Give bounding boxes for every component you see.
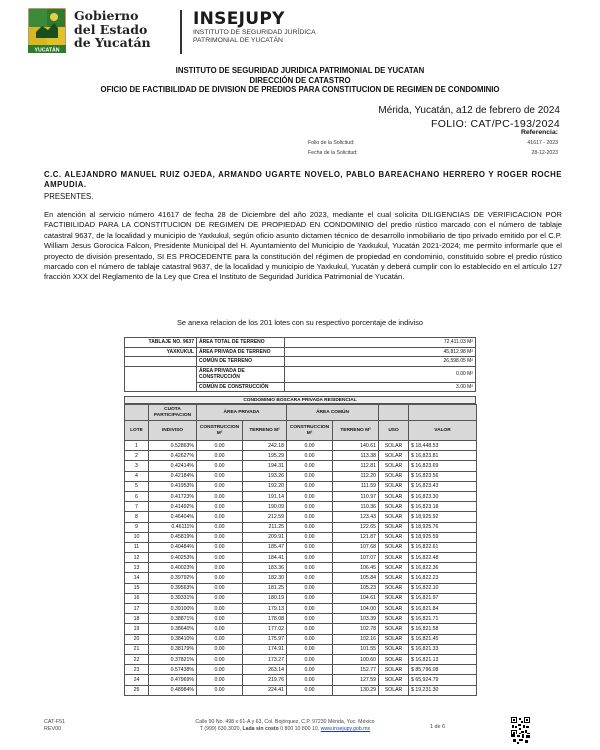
lot-construccion-privada: 0.00: [197, 583, 243, 593]
table-row: [125, 461, 477, 471]
lot-number: 2: [125, 451, 149, 461]
summary-row: [125, 357, 476, 367]
folio-solicitud-label: Folio de la Solicitud:: [308, 140, 355, 146]
lot-terreno-privado: 219.76: [243, 675, 287, 685]
lot-terreno-privado: 212.59: [243, 512, 287, 522]
table-row: [125, 614, 477, 624]
footer-address: Calle 90 No. 498 x 61-A y 63, Col. Bojórquez, C.P. 97230 Mérida, Yuc. México: [195, 719, 375, 725]
lot-terreno-privado: 263.14: [243, 665, 287, 675]
lot-uso: SOLAR: [379, 644, 409, 654]
lot-construccion-comun: 0.00: [287, 471, 333, 481]
lot-terreno-comun: 100.60: [333, 654, 379, 664]
table-row: [125, 502, 477, 512]
lot-uso: SOLAR: [379, 461, 409, 471]
yucatan-seal-icon: [28, 8, 66, 54]
brand-subtitle-1: INSTITUTO DE SEGURIDAD JURÍDICA: [193, 29, 316, 36]
lot-construccion-privada: 0.00: [197, 593, 243, 603]
lot-uso: SOLAR: [379, 563, 409, 573]
body-paragraph: En atención al servicio número 41617 de fecha 28 de Diciembre del año 2023, mediante el cual solicita DILIGENCIAS DE VERIFICACION POR FACTIBILIDAD PARA LA CONSTITUCION DE REGIMEN DE PROPIEDAD EN CONDOMINIO del predio rústico marcado con el número de tablaje catastral 9637, de la localidad y municipio de Yaxkukul, según oficio asunto dictamen técnico de desarrollo inmobiliario de tipo privado emitido por el C.P. William Jesus Gorocica Falcon, Presidente Municipal del H. Ayuntamiento del Municipio de Yaxkukul, Yucatán 2021-2024; me permito informarle que el proyecto de división presentado, SI ES PROCEDENTE para la constitución del régimen de propiedad en condominio, constituido sobre el predio rústico marcado con el número de tablaje catastral 9637, de la localidad y municipio de Yaxkukul, Yucatán y deberá cumplir con lo establecido en el artículo 127 fracción XXX del Reglamento de la Ley que Crea el Instituto de Seguridad Jurídica Patrimonial de Yucatán.: [44, 210, 562, 282]
lot-terreno-privado: 242.18: [243, 441, 287, 451]
summary-row: [125, 366, 476, 382]
summary-name: ÁREA PRIVADA DE TERRENO: [197, 347, 285, 357]
lot-uso: SOLAR: [379, 522, 409, 532]
brand-title: INSEJUPY: [193, 9, 285, 29]
lot-number: 6: [125, 491, 149, 501]
table-row: [125, 512, 477, 522]
lot-construccion-privada: 0.00: [197, 481, 243, 491]
lot-number: 24: [125, 675, 149, 685]
lot-indiviso: 0.57438%: [149, 665, 197, 675]
lot-construccion-privada: 0.00: [197, 451, 243, 461]
lot-terreno-comun: 104.00: [333, 604, 379, 614]
lot-valor: $ 16,823.30: [409, 491, 477, 501]
lot-indiviso: 0.38871%: [149, 614, 197, 624]
place-date: Mérida, Yucatán, a12 de febrero de 2024: [378, 105, 560, 116]
footer-website-link[interactable]: www.insejupy.gob.mx: [320, 726, 371, 732]
lot-valor: $ 16,821.84: [409, 604, 477, 614]
lot-terreno-comun: 130.29: [333, 685, 379, 695]
fecha-solicitud-label: Fecha de la Solicitud:: [308, 150, 358, 156]
gov-line-1: Gobierno: [74, 8, 139, 23]
lot-uso: SOLAR: [379, 553, 409, 563]
lot-number: 11: [125, 542, 149, 552]
lot-uso: SOLAR: [379, 624, 409, 634]
reference-label: Referencia:: [520, 129, 558, 136]
lot-number: 21: [125, 644, 149, 654]
title-line-2: DIRECCIÓN DE CATASTRO: [249, 75, 351, 85]
lot-construccion-comun: 0.00: [287, 675, 333, 685]
table-row: [125, 573, 477, 583]
lot-indiviso: 0.41723%: [149, 491, 197, 501]
lot-construccion-privada: 0.00: [197, 441, 243, 451]
lot-number: 7: [125, 502, 149, 512]
lot-number: 1: [125, 441, 149, 451]
lot-terreno-comun: 127.59: [333, 675, 379, 685]
table-row: [125, 441, 477, 451]
lot-number: 15: [125, 583, 149, 593]
form-code: [44, 719, 65, 733]
lot-terreno-privado: 209.91: [243, 532, 287, 542]
col-indiviso: INDIVISO: [149, 421, 197, 441]
lot-uso: SOLAR: [379, 634, 409, 644]
table-row: [125, 522, 477, 532]
lot-indiviso: 0.52863%: [149, 441, 197, 451]
lot-indiviso: 0.39331%: [149, 593, 197, 603]
lot-construccion-comun: 0.00: [287, 522, 333, 532]
qr-code-2-icon: [511, 734, 530, 744]
lot-valor: $ 19,231.30: [409, 685, 477, 695]
lot-terreno-comun: 121.87: [333, 532, 379, 542]
recipients: C.C. ALEJANDRO MANUEL RUIZ OJEDA, ARMANDO UGARTE NOVELO, PABLO BAREACHANO HERRERO Y ROGER ROCHE AMPUDIA.: [44, 170, 562, 190]
lot-valor: $ 16,823.18: [409, 502, 477, 512]
lot-indiviso: 0.40023%: [149, 563, 197, 573]
lot-construccion-comun: 0.00: [287, 563, 333, 573]
lot-construccion-privada: 0.00: [197, 685, 243, 695]
table-row: [125, 491, 477, 501]
lot-terreno-privado: 183.36: [243, 563, 287, 573]
lot-indiviso: 0.40484%: [149, 542, 197, 552]
lot-valor: $ 65,924.79: [409, 675, 477, 685]
lot-uso: SOLAR: [379, 604, 409, 614]
lot-construccion-privada: 0.00: [197, 654, 243, 664]
lot-indiviso: 0.41492%: [149, 502, 197, 512]
table-row: [125, 634, 477, 644]
lot-valor: $ 16,822.61: [409, 542, 477, 552]
col-lote: LOTE: [125, 421, 149, 441]
lot-construccion-privada: 0.00: [197, 471, 243, 481]
lot-uso: SOLAR: [379, 532, 409, 542]
lot-indiviso: 0.46404%: [149, 512, 197, 522]
lot-number: 5: [125, 481, 149, 491]
lot-uso: SOLAR: [379, 512, 409, 522]
title-line-1: INSTITUTO DE SEGURIDAD JURIDICA PATRIMONIAL DE YUCATAN: [175, 66, 425, 75]
summary-table: [124, 337, 476, 392]
lot-construccion-comun: 0.00: [287, 512, 333, 522]
lot-construccion-comun: 0.00: [287, 644, 333, 654]
folio: FOLIO: CAT/PC-193/2024: [431, 118, 560, 130]
lot-uso: SOLAR: [379, 654, 409, 664]
lot-valor: $ 18,925.59: [409, 532, 477, 542]
lot-construccion-privada: 0.00: [197, 542, 243, 552]
annex-note: Se anexa relacion de los 201 lotes con su respectivo porcentaje de indiviso: [176, 318, 424, 327]
lot-construccion-privada: 0.00: [197, 644, 243, 654]
tablaje-label: TABLAJE NO. 9637: [125, 338, 197, 348]
lot-terreno-comun: 112.20: [333, 471, 379, 481]
lot-number: 8: [125, 512, 149, 522]
footer-contact: [150, 719, 420, 733]
lot-construccion-privada: 0.00: [197, 634, 243, 644]
lot-terreno-comun: 105.23: [333, 583, 379, 593]
lot-terreno-privado: 178.08: [243, 614, 287, 624]
lot-terreno-privado: 173.27: [243, 654, 287, 664]
lot-construccion-comun: 0.00: [287, 604, 333, 614]
lot-valor: $ 16,821.71: [409, 614, 477, 624]
table-row: [125, 563, 477, 573]
lot-indiviso: 0.38640%: [149, 624, 197, 634]
lot-uso: SOLAR: [379, 471, 409, 481]
gov-line-2: del Estado: [74, 21, 148, 37]
lot-valor: $ 16,821.58: [409, 624, 477, 634]
summary-value: 45,812.98 M²: [285, 347, 476, 357]
lot-uso: SOLAR: [379, 441, 409, 451]
footer-phone-rest: 0 800 10 800 10,: [280, 726, 320, 732]
lot-construccion-comun: 0.00: [287, 461, 333, 471]
lot-construccion-comun: 0.00: [287, 542, 333, 552]
lot-indiviso: 0.39100%: [149, 604, 197, 614]
lot-construccion-privada: 0.00: [197, 512, 243, 522]
lot-uso: SOLAR: [379, 502, 409, 512]
lot-number: 22: [125, 654, 149, 664]
lot-indiviso: 0.41953%: [149, 481, 197, 491]
lot-indiviso: 0.46111%: [149, 522, 197, 532]
lot-number: 14: [125, 573, 149, 583]
lot-indiviso: 0.39563%: [149, 583, 197, 593]
lot-terreno-comun: 140.61: [333, 441, 379, 451]
table-row: [125, 604, 477, 614]
lot-construccion-privada: 0.00: [197, 553, 243, 563]
table-row: [125, 542, 477, 552]
lot-terreno-privado: 181.25: [243, 583, 287, 593]
lot-number: 3: [125, 461, 149, 471]
lot-construccion-privada: 0.00: [197, 522, 243, 532]
table-row: [125, 451, 477, 461]
lot-construccion-comun: 0.00: [287, 441, 333, 451]
table-row: [125, 624, 477, 634]
lot-construccion-comun: 0.00: [287, 451, 333, 461]
lot-construccion-comun: 0.00: [287, 532, 333, 542]
form-code-1: CAT-F51: [44, 719, 66, 725]
col-construccion-privada: CONSTRUCCION M²: [197, 421, 243, 441]
lot-terreno-comun: 122.65: [333, 522, 379, 532]
lot-terreno-comun: 104.61: [333, 593, 379, 603]
lot-uso: SOLAR: [379, 583, 409, 593]
lot-construccion-privada: 0.00: [197, 624, 243, 634]
lot-indiviso: 0.40253%: [149, 553, 197, 563]
lot-construccion-privada: 0.00: [197, 563, 243, 573]
lot-construccion-comun: 0.00: [287, 614, 333, 624]
lot-uso: SOLAR: [379, 542, 409, 552]
lot-terreno-comun: 112.81: [333, 461, 379, 471]
lot-terreno-comun: 152.77: [333, 665, 379, 675]
lot-uso: SOLAR: [379, 675, 409, 685]
lot-construccion-comun: 0.00: [287, 654, 333, 664]
lot-terreno-privado: 190.09: [243, 502, 287, 512]
seal-label: YUCATÁN: [34, 47, 60, 54]
lot-terreno-privado: 192.20: [243, 481, 287, 491]
lot-indiviso: 0.38410%: [149, 634, 197, 644]
lot-construccion-privada: 0.00: [197, 675, 243, 685]
lot-number: 10: [125, 532, 149, 542]
table-row: [125, 685, 477, 695]
col-terreno-comun: TERRENO M²: [333, 421, 379, 441]
lot-uso: SOLAR: [379, 451, 409, 461]
summary-value: 72,411.03 M²: [285, 338, 476, 348]
lot-indiviso: 0.42184%: [149, 471, 197, 481]
summary-name: COMÚN DE CONSTRUCCIÓN: [197, 382, 285, 392]
lot-terreno-privado: 193.26: [243, 471, 287, 481]
lot-terreno-privado: 177.02: [243, 624, 287, 634]
col-area-privada: ÁREA PRIVADA: [197, 405, 287, 421]
table-row: [125, 553, 477, 563]
lot-uso: SOLAR: [379, 573, 409, 583]
lot-terreno-comun: 105.84: [333, 573, 379, 583]
lot-valor: $ 16,822.36: [409, 563, 477, 573]
col-construccion-comun: CONSTRUCCION M²: [287, 421, 333, 441]
lot-uso: SOLAR: [379, 491, 409, 501]
lot-number: 16: [125, 593, 149, 603]
lot-terreno-privado: 182.30: [243, 573, 287, 583]
lot-uso: SOLAR: [379, 614, 409, 624]
table-row: [125, 593, 477, 603]
presentes: PRESENTES.: [44, 192, 94, 201]
lot-terreno-comun: 111.59: [333, 481, 379, 491]
lot-construccion-comun: 0.00: [287, 553, 333, 563]
lot-construccion-comun: 0.00: [287, 593, 333, 603]
lot-terreno-privado: 175.97: [243, 634, 287, 644]
gov-line-3: de Yucatán: [74, 35, 151, 50]
lot-uso: SOLAR: [379, 665, 409, 675]
lot-uso: SOLAR: [379, 685, 409, 695]
summary-name: ÁREA TOTAL DE TERRENO: [197, 338, 285, 348]
lot-valor: $ 16,823.43: [409, 481, 477, 491]
lot-terreno-privado: 194.31: [243, 461, 287, 471]
lot-construccion-comun: 0.00: [287, 634, 333, 644]
lot-number: 20: [125, 634, 149, 644]
lot-number: 12: [125, 553, 149, 563]
lot-number: 23: [125, 665, 149, 675]
lot-terreno-comun: 103.39: [333, 614, 379, 624]
lot-construccion-privada: 0.00: [197, 532, 243, 542]
table-row: [125, 665, 477, 675]
lot-terreno-privado: 211.25: [243, 522, 287, 532]
brand-subtitle-2: PATRIMONIAL DE YUCATÁN: [193, 37, 283, 44]
lot-terreno-comun: 107.07: [333, 553, 379, 563]
lot-construccion-comun: 0.00: [287, 491, 333, 501]
lot-indiviso: 0.39792%: [149, 573, 197, 583]
lots-table: [124, 404, 477, 696]
lot-number: 4: [125, 471, 149, 481]
lot-indiviso: 0.38179%: [149, 644, 197, 654]
lot-indiviso: 0.42414%: [149, 461, 197, 471]
summary-value: 3.00 M²: [285, 382, 476, 392]
lot-construccion-comun: 0.00: [287, 685, 333, 695]
lot-valor: $ 18,925.76: [409, 522, 477, 532]
lot-terreno-privado: 191.14: [243, 491, 287, 501]
lot-valor: $ 16,822.48: [409, 553, 477, 563]
lot-construccion-comun: 0.00: [287, 502, 333, 512]
lot-valor: $ 16,821.33: [409, 644, 477, 654]
lots-body: [125, 441, 477, 696]
lot-construccion-privada: 0.00: [197, 502, 243, 512]
lot-terreno-privado: 185.47: [243, 542, 287, 552]
lot-indiviso: 0.45819%: [149, 532, 197, 542]
lot-valor: $ 16,823.81: [409, 451, 477, 461]
summary-value: 26,598.05 M²: [285, 357, 476, 367]
summary-row: [125, 338, 476, 348]
lot-indiviso: 0.48984%: [149, 685, 197, 695]
lot-valor: $ 18,925.92: [409, 512, 477, 522]
lot-number: 25: [125, 685, 149, 695]
table-row: [125, 583, 477, 593]
lot-number: 13: [125, 563, 149, 573]
form-code-2: REV00: [44, 725, 62, 732]
localidad-label: YAXKUKUL: [125, 347, 197, 357]
lot-terreno-comun: 110.97: [333, 491, 379, 501]
lot-valor: $ 16,821.97: [409, 593, 477, 603]
lot-terreno-privado: 195.29: [243, 451, 287, 461]
lot-construccion-comun: 0.00: [287, 665, 333, 675]
lot-valor: $ 16,823.69: [409, 461, 477, 471]
lot-construccion-privada: 0.00: [197, 614, 243, 624]
folio-solicitud-value: 41617 - 2023: [527, 140, 558, 146]
lot-valor: $ 16,821.45: [409, 634, 477, 644]
lot-terreno-privado: 179.13: [243, 604, 287, 614]
lot-terreno-comun: 113.38: [333, 451, 379, 461]
document-titles: [0, 66, 600, 95]
col-cuota: CUOTA PARTICIPACION: [149, 405, 197, 421]
lot-construccion-privada: 0.00: [197, 665, 243, 675]
insejupy-brand: [193, 9, 316, 45]
lot-uso: SOLAR: [379, 481, 409, 491]
summary-row: [125, 347, 476, 357]
lot-number: 19: [125, 624, 149, 634]
lot-valor: $ 16,822.10: [409, 583, 477, 593]
lot-construccion-comun: 0.00: [287, 624, 333, 634]
lot-construccion-privada: 0.00: [197, 461, 243, 471]
col-valor: VALOR: [409, 421, 477, 441]
lot-terreno-comun: 102.78: [333, 624, 379, 634]
lot-indiviso: 0.42627%: [149, 451, 197, 461]
lot-number: 18: [125, 614, 149, 624]
summary-name: ÁREA PRIVADA DE CONSTRUCCIÓN: [197, 366, 285, 382]
lot-indiviso: 0.37821%: [149, 654, 197, 664]
lot-construccion-privada: 0.00: [197, 604, 243, 614]
col-terreno-privado: TERRENO M²: [243, 421, 287, 441]
lot-construccion-comun: 0.00: [287, 583, 333, 593]
lot-construccion-privada: 0.00: [197, 491, 243, 501]
lot-construccion-privada: 0.00: [197, 573, 243, 583]
lot-terreno-comun: 101.55: [333, 644, 379, 654]
lot-valor: $ 18,448.53: [409, 441, 477, 451]
title-line-3: OFICIO DE FACTIBILIDAD DE DIVISION DE PREDIOS PARA CONSTITUCION DE REGIMEN DE CONDOMINIO: [100, 85, 500, 95]
lot-terreno-privado: 174.91: [243, 644, 287, 654]
table-row: [125, 654, 477, 664]
fecha-solicitud-value: 28-12-2023: [531, 150, 558, 156]
lot-terreno-comun: 107.68: [333, 542, 379, 552]
lot-valor: $ 85,796.08: [409, 665, 477, 675]
lot-terreno-comun: 102.16: [333, 634, 379, 644]
footer-phone-line: [150, 726, 420, 733]
lot-uso: SOLAR: [379, 593, 409, 603]
lot-terreno-comun: 106.45: [333, 563, 379, 573]
table-row: [125, 644, 477, 654]
letterhead: [28, 6, 588, 58]
header-divider: [180, 10, 182, 54]
lot-terreno-privado: 184.41: [243, 553, 287, 563]
table-header-row: [125, 421, 477, 441]
col-area-comun: ÁREA COMÚN: [287, 405, 379, 421]
government-name: [74, 9, 151, 50]
col-uso: USO: [379, 421, 409, 441]
table-row: [125, 481, 477, 491]
lot-terreno-comun: 110.36: [333, 502, 379, 512]
lot-terreno-privado: 180.19: [243, 593, 287, 603]
lot-number: 17: [125, 604, 149, 614]
condominium-name: CONDOMINIO BOSCARA PRIVADA RESIDENCIAL: [124, 396, 476, 404]
table-row: [125, 532, 477, 542]
lot-valor: $ 16,822.23: [409, 573, 477, 583]
lot-valor: $ 16,821.13: [409, 654, 477, 664]
lot-indiviso: 0.47969%: [149, 675, 197, 685]
page-number: 1 de 6: [430, 724, 445, 730]
lot-terreno-comun: 123.43: [333, 512, 379, 522]
lot-construccion-comun: 0.00: [287, 481, 333, 491]
footer-phone-bold: Lada sin costo: [242, 726, 279, 732]
footer-phone: T (999) 630.3020,: [199, 726, 241, 732]
table-row: [125, 471, 477, 481]
lot-construccion-comun: 0.00: [287, 573, 333, 583]
summary-name: COMÚN DE TERRENO: [197, 357, 285, 367]
lot-valor: $ 16,823.56: [409, 471, 477, 481]
lot-terreno-privado: 224.41: [243, 685, 287, 695]
table-header-row: [125, 405, 477, 421]
summary-value: 0.00 M²: [285, 366, 476, 382]
table-row: [125, 675, 477, 685]
lot-number: 9: [125, 522, 149, 532]
